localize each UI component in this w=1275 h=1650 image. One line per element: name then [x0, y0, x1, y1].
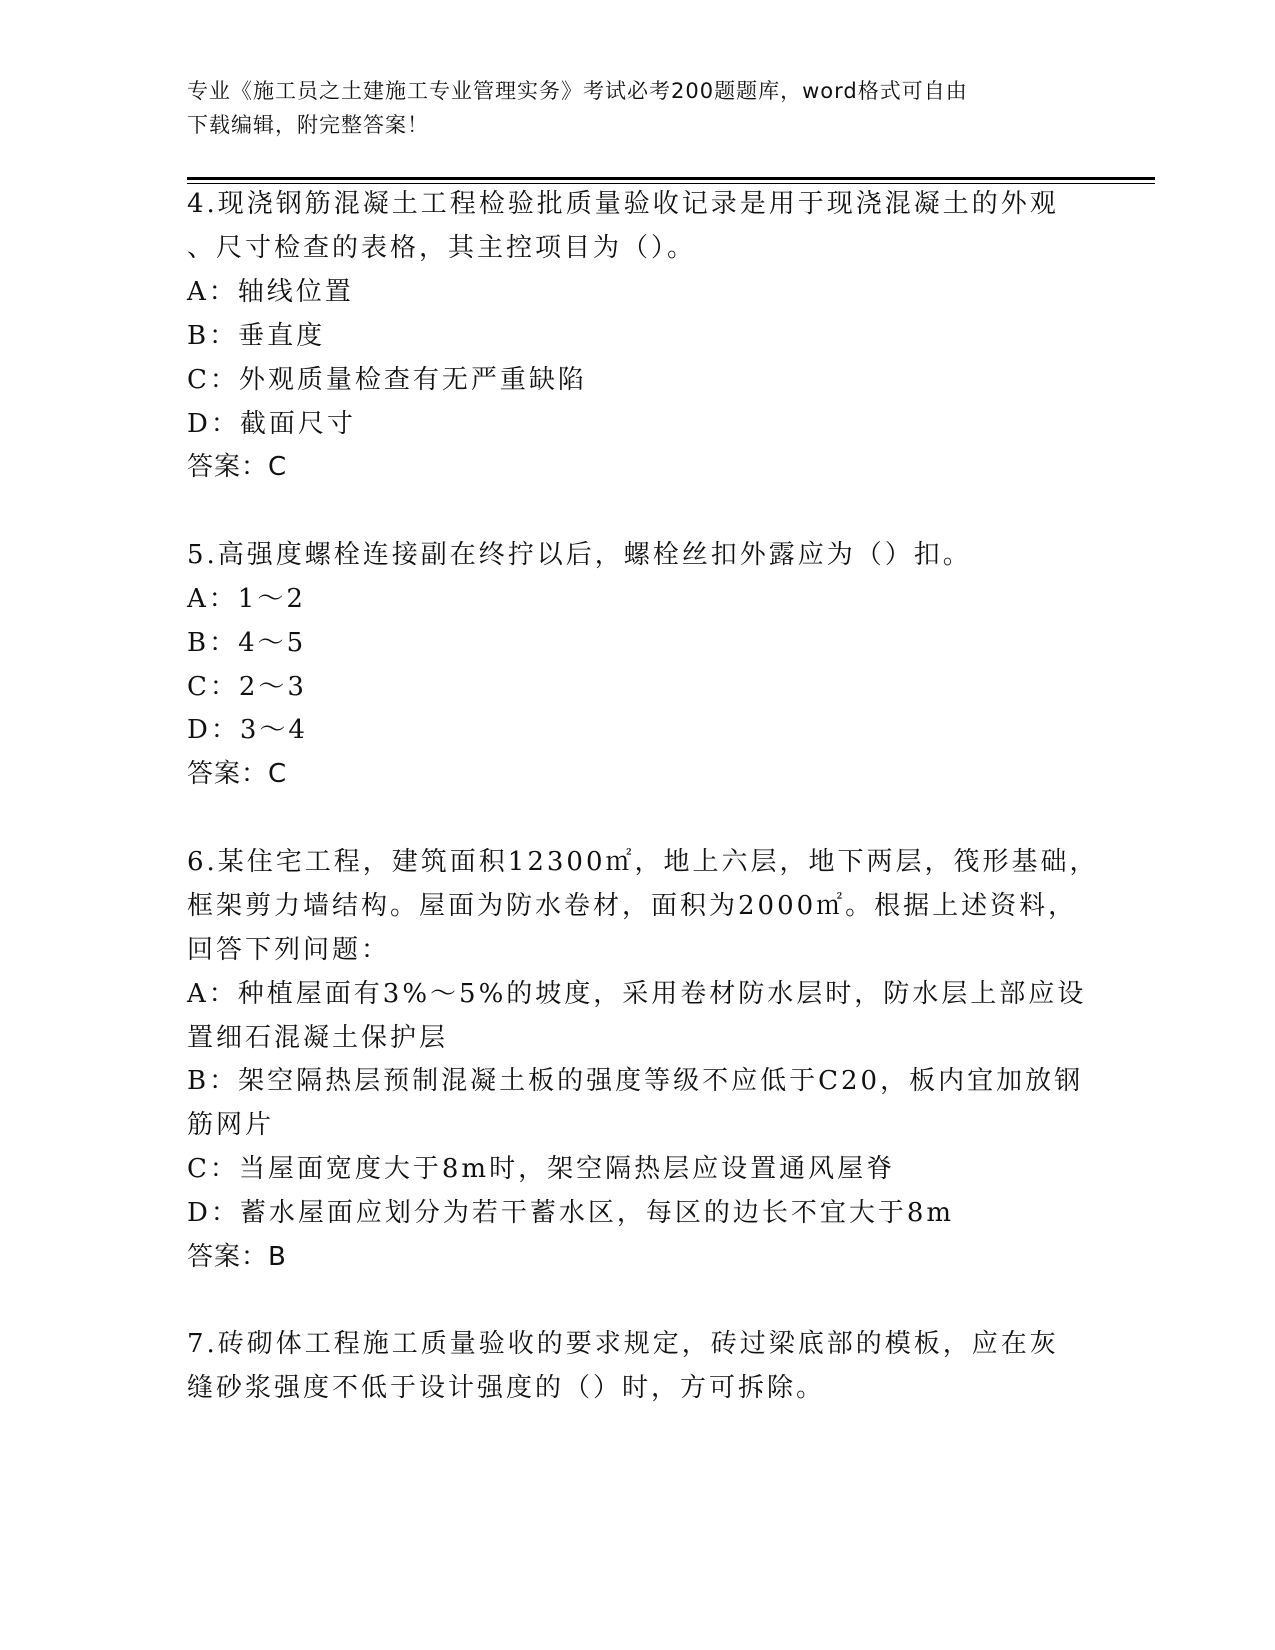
question-6-option-c: C：当屋面宽度大于8m时，架空隔热层应设置通风屋脊	[187, 1154, 896, 1184]
question-5-option-b: B：4～5	[187, 628, 307, 658]
question-4-option-c: C：外观质量检查有无严重缺陷	[187, 365, 587, 395]
question-5-stem-line-1: 5.高强度螺栓连接副在终拧以后，螺栓丝扣外露应为（）扣。	[187, 540, 972, 570]
header-divider-thick	[187, 177, 1155, 180]
question-6-option-a-line-2: 置细石混凝土保护层	[187, 1023, 449, 1053]
question-5-option-d: D：3～4	[187, 715, 308, 745]
question-6-stem-line-1: 6.某住宅工程，建筑面积12300㎡，地上六层，地下两层，筏形基础，	[187, 847, 1099, 877]
question-4-stem-line-1: 4.现浇钢筋混凝土工程检验批质量验收记录是用于现浇混凝土的外观	[187, 189, 1059, 219]
question-7-stem-line-2: 缝砂浆强度不低于设计强度的（）时，方可拆除。	[187, 1373, 826, 1403]
header-line-1: 专业《施工员之土建施工专业管理实务》考试必考200题题库，word格式可自由	[187, 79, 968, 103]
question-6-stem-line-3: 回答下列问题：	[187, 935, 391, 965]
question-5-answer: 答案：C	[187, 759, 288, 789]
question-6-option-d: D：蓄水屋面应划分为若干蓄水区，每区的边长不宜大于8m	[187, 1198, 955, 1228]
question-6-answer: 答案：B	[187, 1242, 287, 1272]
question-6-option-a-line-1: A：种植屋面有3%～5%的坡度，采用卷材防水层时，防水层上部应设	[187, 979, 1087, 1009]
question-6-option-b-line-1: B：架空隔热层预制混凝土板的强度等级不应低于C20，板内宜加放钢	[187, 1066, 1084, 1096]
question-6-option-b-line-2: 筋网片	[187, 1110, 275, 1140]
document-header	[187, 74, 1067, 142]
question-4-option-d: D：截面尺寸	[187, 409, 356, 439]
question-7-stem-line-1: 7.砖砌体工程施工质量验收的要求规定，砖过梁底部的模板，应在灰	[187, 1329, 1059, 1359]
header-line-2: 下载编辑，附完整答案！	[187, 113, 429, 137]
header-divider-thin	[187, 183, 1155, 184]
question-4-stem-line-2: 、尺寸检查的表格，其主控项目为（）。	[187, 233, 697, 263]
question-5-option-a: A：1～2	[187, 584, 306, 614]
question-6-stem-line-2: 框架剪力墙结构。屋面为防水卷材，面积为2000㎡。根据上述资料，	[187, 891, 1078, 921]
question-4-answer: 答案：C	[187, 452, 288, 482]
question-5-option-c: C：2～3	[187, 672, 307, 702]
question-4-option-a: A：轴线位置	[187, 277, 354, 307]
question-4-option-b: B：垂直度	[187, 321, 326, 351]
